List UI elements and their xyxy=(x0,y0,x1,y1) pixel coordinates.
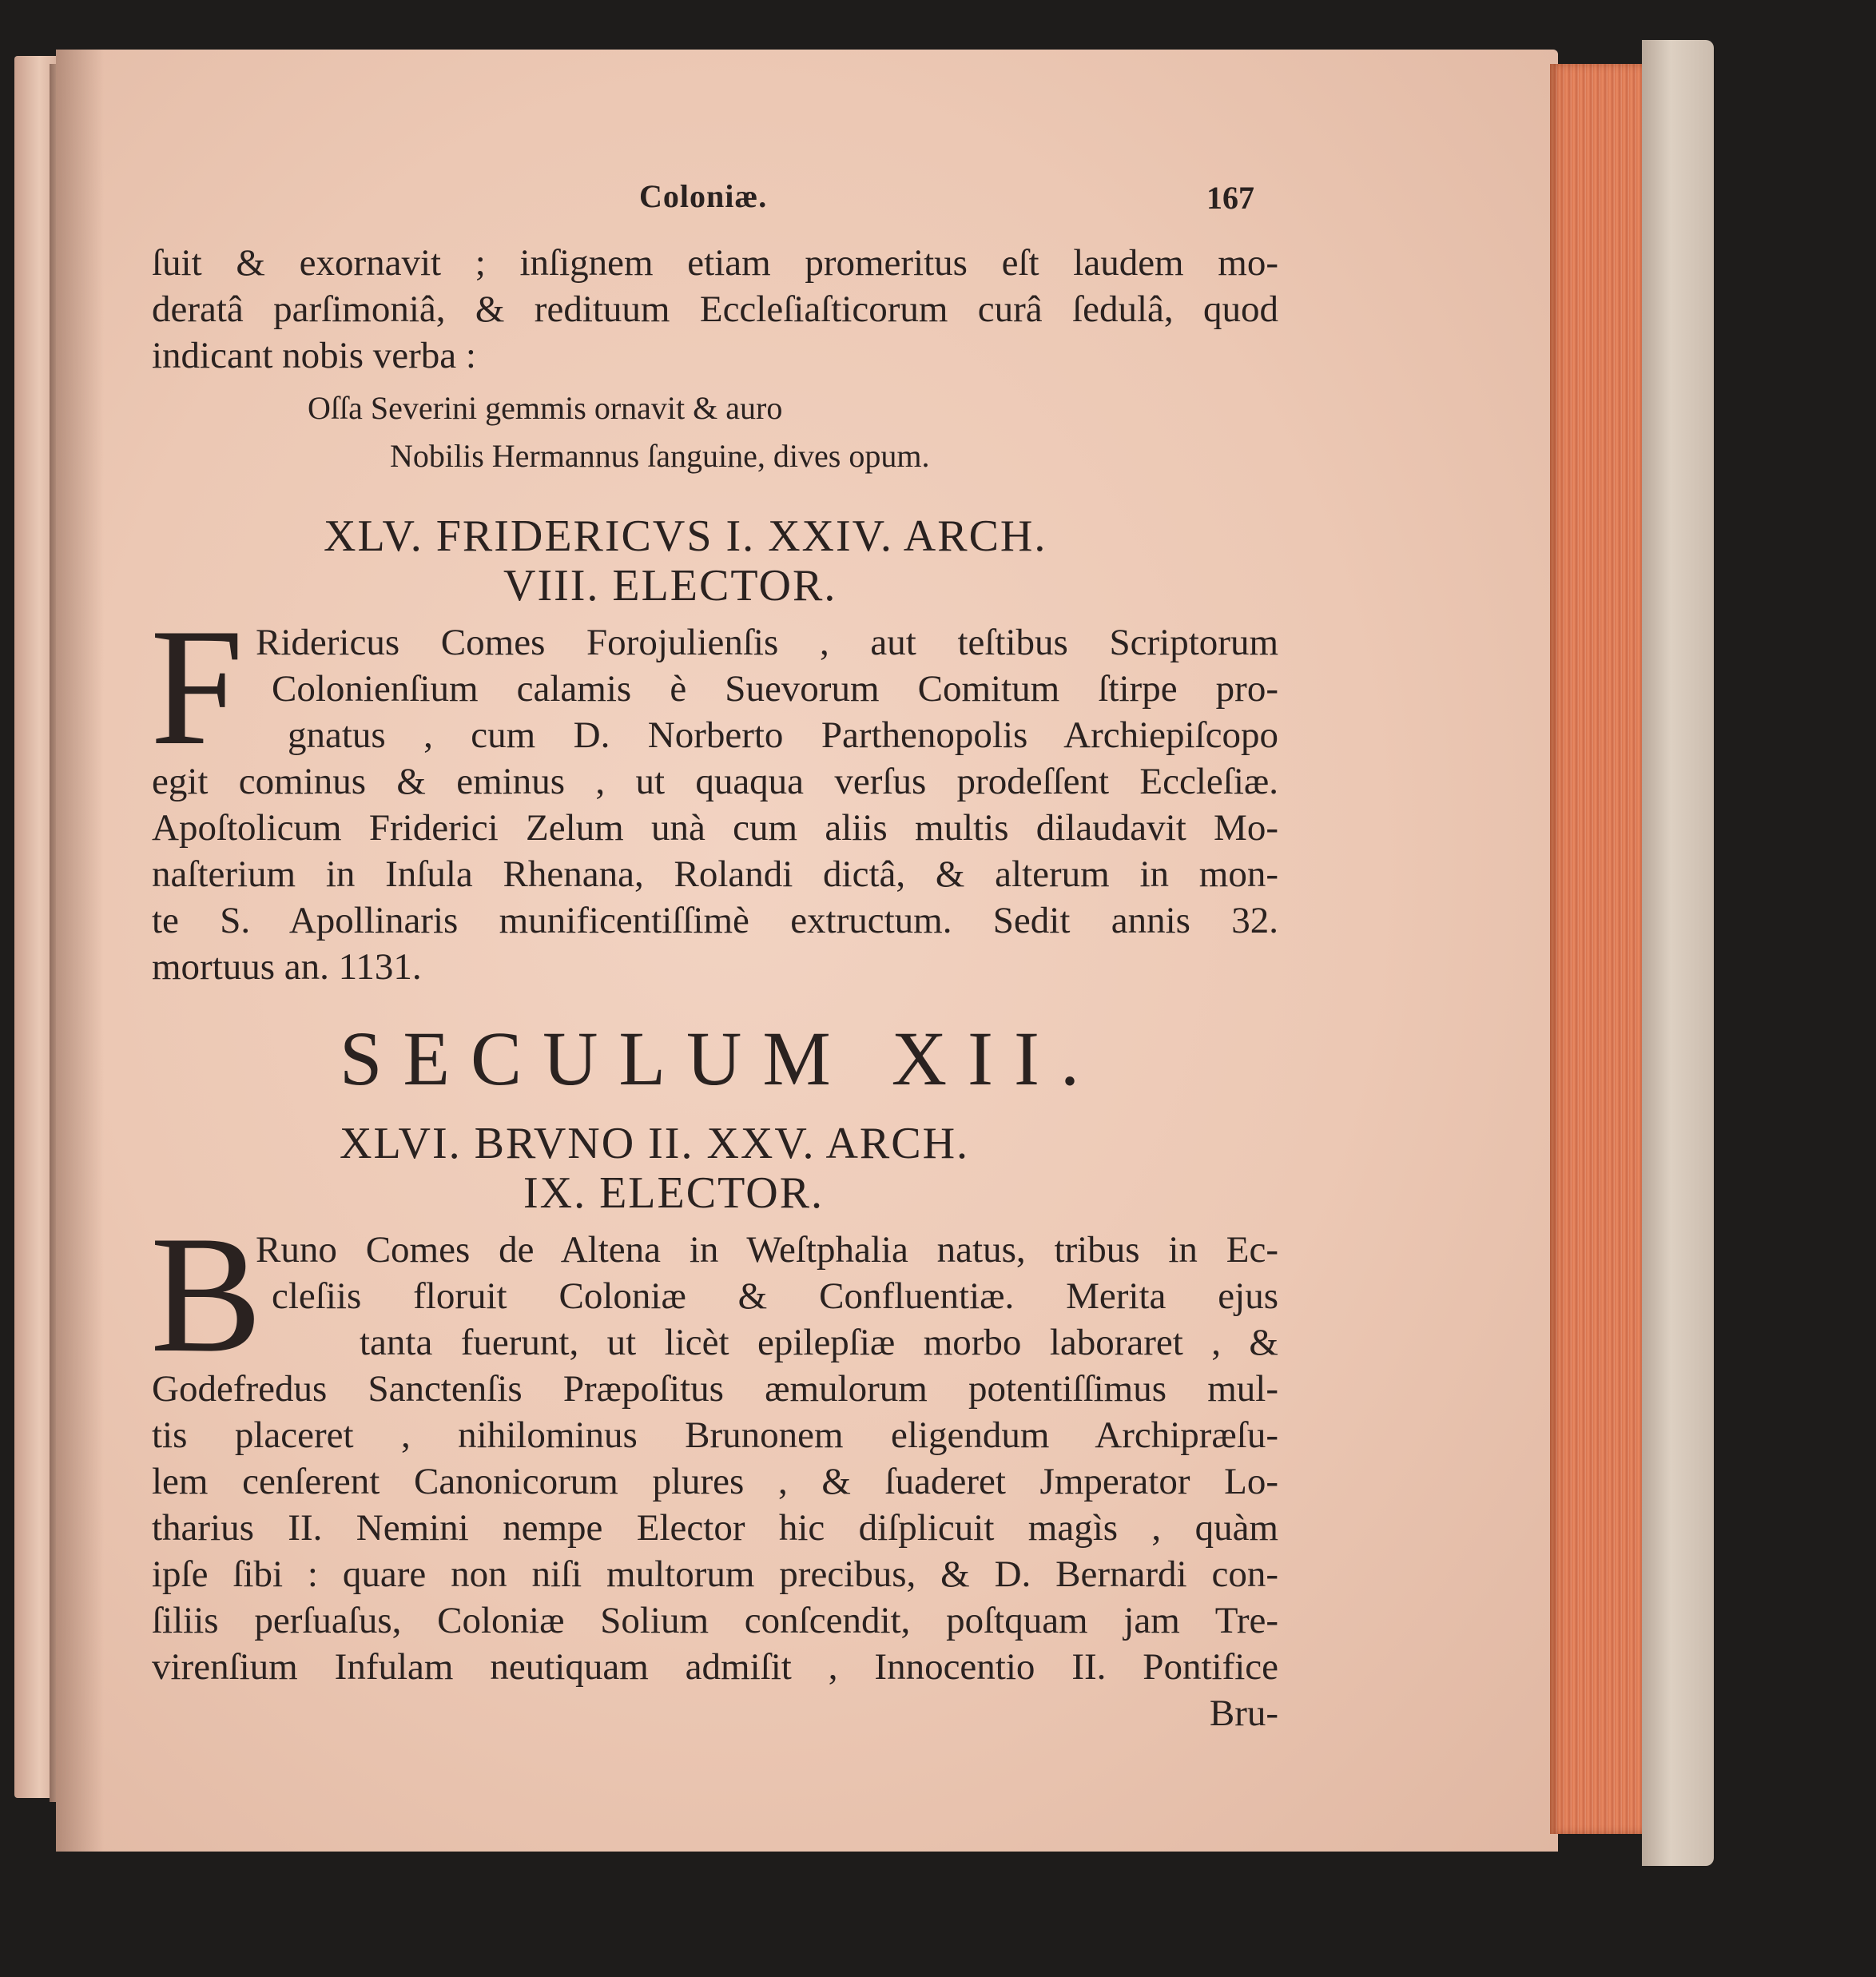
body-line: te S. Apollinaris munificentiſſimè extructum. Sedit annis 32. xyxy=(152,900,1278,941)
catchword: Bru- xyxy=(1209,1693,1278,1734)
century-heading: SECULUM XII. xyxy=(340,1016,1100,1101)
body-line: Colonienſium calamis è Suevorum Comitum ſtirpe pro- xyxy=(272,668,1278,710)
section-heading-sub: VIII. ELECTOR. xyxy=(503,561,837,611)
section-heading: XLV. FRIDERICVS I. XXIV. ARCH. xyxy=(324,511,1047,561)
spine-shadow xyxy=(56,50,104,1852)
book-cover-edge xyxy=(1642,40,1714,1866)
section-heading: XLVI. BRVNO II. XXV. ARCH. xyxy=(340,1119,970,1168)
page-number: 167 xyxy=(1206,180,1254,216)
body-line: virenſium Infulam neutiquam admiſit , Innocentio II. Pontifice xyxy=(152,1646,1278,1688)
body-line: tharius II. Nemini nempe Elector hic diſplicuit magìs , quàm xyxy=(152,1507,1278,1549)
intro-line: indicant nobis verba : xyxy=(152,335,476,376)
body-line: tanta fuerunt, ut licèt epilepſiæ morbo laboraret , & xyxy=(360,1322,1278,1363)
body-line: lem cenſerent Canonicorum plures , & ſuaderet Jmperator Lo- xyxy=(152,1461,1278,1502)
body-line: egit cominus & eminus , ut quaqua verſus prodeſſent Eccleſiæ. xyxy=(152,761,1278,802)
body-line: cleſiis floruit Coloniæ & Confluentiæ. Merita ejus xyxy=(272,1275,1278,1317)
verse-line: Oſſa Severini gemmis ornavit & auro xyxy=(308,390,783,426)
drop-cap: F xyxy=(150,595,244,780)
body-line: mortuus an. 1131. xyxy=(152,946,422,988)
body-line: Apoſtolicum Friderici Zelum unà cum aliis multis dilaudavit Mo- xyxy=(152,807,1278,849)
section-heading-sub: IX. ELECTOR. xyxy=(523,1168,825,1218)
body-line: Godefredus Sanctenſis Præpoſitus æmulorum potentiſſimus mul- xyxy=(152,1368,1278,1410)
verse-line: Nobilis Hermannus ſanguine, dives opum. xyxy=(390,438,930,474)
body-line: gnatus , cum D. Norberto Parthenopolis Archiepiſcopo xyxy=(288,714,1278,756)
body-line: ſiliis perſuaſus, Coloniæ Solium conſcendit, poſtquam jam Tre- xyxy=(152,1600,1278,1641)
body-line: naſterium in Inſula Rhenana, Rolandi dictâ, & alterum in mon- xyxy=(152,853,1278,895)
intro-line: deratâ parſimoniâ, & redituum Eccleſiaſticorum curâ ſedulâ, quod xyxy=(152,288,1278,330)
body-line: tis placeret , nihilominus Brunonem eligendum Archipræſu- xyxy=(152,1414,1278,1456)
body-line: ipſe ſibi : quare non niſi multorum precibus, & D. Bernardi con- xyxy=(152,1553,1278,1595)
body-line: Ridericus Comes Forojulienſis , aut teſtibus Scriptorum xyxy=(256,622,1278,663)
drop-cap: B xyxy=(150,1202,263,1387)
intro-line: ſuit & exornavit ; inſignem etiam promeritus eſt laudem mo- xyxy=(152,242,1278,284)
running-head: Coloniæ. xyxy=(639,178,768,214)
body-line: Runo Comes de Altena in Weſtphalia natus, tribus in Ec- xyxy=(256,1229,1278,1271)
page-fore-edge xyxy=(1550,64,1646,1834)
